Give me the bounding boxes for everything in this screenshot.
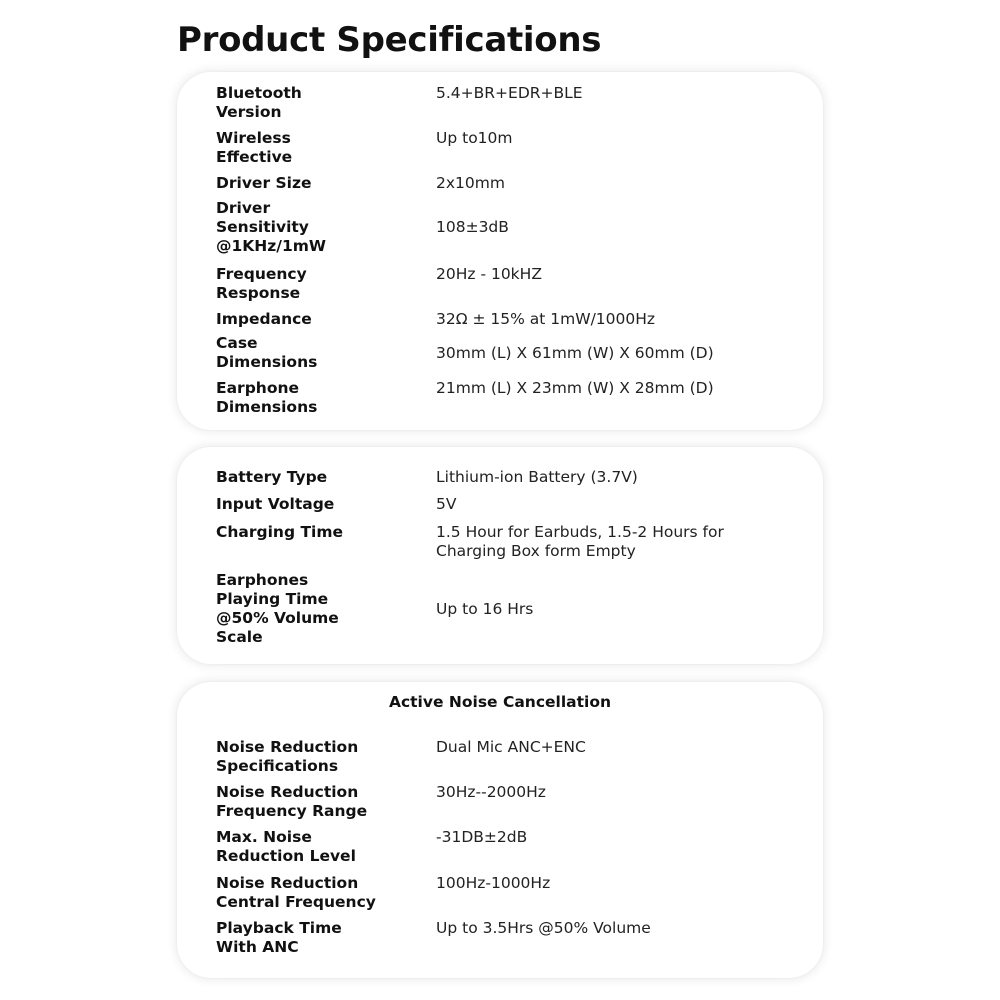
spec-row-earphone-dimensions xyxy=(216,379,796,417)
spec-label: Case Dimensions xyxy=(216,334,318,371)
section-heading: Active Noise Cancellation xyxy=(388,693,612,711)
spec-value: 30mm (L) X 61mm (W) X 60mm (D) xyxy=(436,343,714,362)
spec-value: 108±3dB xyxy=(436,218,509,236)
anc-specs-card xyxy=(177,682,823,978)
spec-row-playback-time-anc xyxy=(216,919,796,957)
spec-label: Wireless Effective xyxy=(216,129,293,166)
spec-row-noise-reduction-central-frequency xyxy=(216,874,796,912)
spec-row-driver-sensitivity xyxy=(216,199,796,256)
spec-label: Max. Noise Reduction Level xyxy=(216,828,356,865)
battery-specs-card xyxy=(177,447,823,664)
spec-row-impedance xyxy=(216,310,796,329)
spec-value: 30Hz--2000Hz xyxy=(436,783,546,801)
spec-value: 32Ω ± 15% at 1mW/1000Hz xyxy=(436,310,656,328)
spec-row-bluetooth-version xyxy=(216,84,796,122)
spec-row-input-voltage xyxy=(216,495,796,514)
spec-label: Bluetooth Version xyxy=(216,84,302,121)
spec-value: 5.4+BR+EDR+BLE xyxy=(436,84,583,102)
spec-value: Dual Mic ANC+ENC xyxy=(436,738,586,756)
spec-value: 1.5 Hour for Earbuds, 1.5-2 Hours for Charging Box form Empty xyxy=(436,523,724,560)
spec-value: Up to 3.5Hrs @50% Volume xyxy=(436,919,651,937)
spec-label: Noise Reduction Specifications xyxy=(216,738,359,775)
spec-row-driver-size xyxy=(216,174,796,193)
spec-label: Playback Time With ANC xyxy=(216,919,342,956)
spec-label: Noise Reduction Frequency Range xyxy=(216,783,368,820)
spec-value: 5V xyxy=(436,495,457,513)
spec-row-playing-time xyxy=(216,571,796,647)
general-specs-card xyxy=(177,72,823,430)
spec-label: Frequency Response xyxy=(216,265,307,302)
spec-label: Earphone Dimensions xyxy=(216,379,318,416)
spec-value: -31DB±2dB xyxy=(436,828,528,846)
spec-label: Impedance xyxy=(216,310,312,328)
spec-value: 20Hz - 10kHZ xyxy=(436,265,542,283)
spec-row-max-noise-reduction-level xyxy=(216,828,796,866)
spec-row-noise-reduction-frequency-range xyxy=(216,783,796,821)
spec-row-battery-type xyxy=(216,468,796,487)
spec-row-case-dimensions xyxy=(216,334,796,372)
page-title: Product Specifications xyxy=(177,20,602,60)
spec-label: Driver Sensitivity @1KHz/1mW xyxy=(216,199,326,255)
spec-label: Earphones Playing Time @50% Volume Scale xyxy=(216,571,339,646)
spec-value: 2x10mm xyxy=(436,174,505,192)
spec-value: 100Hz-1000Hz xyxy=(436,874,551,892)
spec-row-wireless-effective xyxy=(216,129,796,167)
spec-label: Charging Time xyxy=(216,523,343,541)
spec-label: Noise Reduction Central Frequency xyxy=(216,874,376,911)
spec-row-frequency-response xyxy=(216,265,796,303)
spec-value: 21mm (L) X 23mm (W) X 28mm (D) xyxy=(436,379,714,397)
spec-value: Lithium-ion Battery (3.7V) xyxy=(436,468,638,486)
spec-row-charging-time xyxy=(216,523,796,561)
spec-label: Driver Size xyxy=(216,174,312,192)
spec-value: Up to 16 Hrs xyxy=(436,599,534,618)
spec-label: Input Voltage xyxy=(216,495,335,513)
spec-row-noise-reduction-specs xyxy=(216,738,796,776)
spec-value: Up to10m xyxy=(436,129,513,147)
spec-label: Battery Type xyxy=(216,468,328,486)
